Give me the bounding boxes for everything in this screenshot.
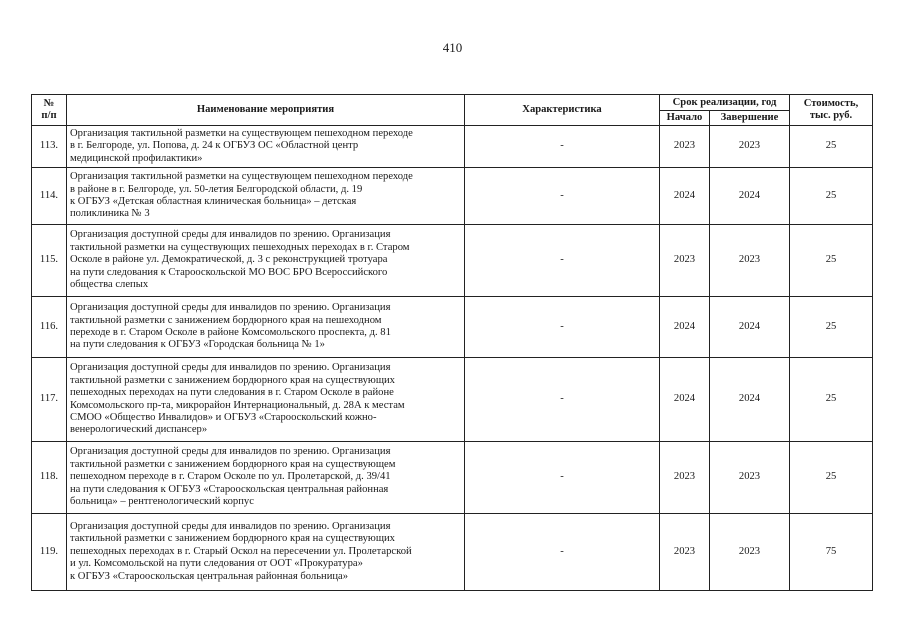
description-line: СМОО «Общество Инвалидов» и ОГБУЗ «Старооскольский кожно-	[70, 411, 377, 423]
header-num	[32, 95, 67, 126]
description-line: к ОГБУЗ «Старооскольская центральная районная больница»	[70, 570, 349, 582]
row-number: 113.	[32, 126, 67, 168]
row-cost: 75	[790, 514, 873, 591]
table-row	[32, 126, 873, 168]
table-row	[32, 168, 873, 225]
table-row	[32, 358, 873, 442]
description-line: медицинской профилактики»	[70, 152, 203, 164]
table-body	[32, 126, 873, 591]
description-line: тактильной разметки с занижением бордюрного края на пешеходном	[70, 314, 382, 326]
description-line: Организация доступной среды для инвалидов по зрению. Организация	[70, 520, 391, 532]
row-start-year: 2024	[660, 358, 710, 442]
table-row	[32, 442, 873, 514]
header-cost	[790, 95, 873, 126]
description-line: пешеходных переходах в г. Старый Оскол на пересечении ул. Пролетарской	[70, 545, 412, 557]
row-end-year: 2023	[710, 442, 790, 514]
description-line: в районе в г. Белгороде, ул. 50-летия Белгородской области, д. 19	[70, 183, 363, 195]
description-line: Организация доступной среды для инвалидов по зрению. Организация	[70, 229, 391, 241]
row-cost: 25	[790, 358, 873, 442]
row-end-year: 2024	[710, 168, 790, 225]
description-line: Организация доступной среды для инвалидов по зрению. Организация	[70, 302, 391, 314]
row-description	[67, 358, 465, 442]
description-line: на пути следования к ОГБУЗ «Городская больница № 1»	[70, 339, 325, 351]
header-period: Срок реализации, год	[660, 95, 790, 111]
description-line: поликлиника № 3	[70, 208, 150, 220]
row-cost: 25	[790, 168, 873, 225]
row-number: 114.	[32, 168, 67, 225]
row-start-year: 2023	[660, 514, 710, 591]
row-description	[67, 168, 465, 225]
row-start-year: 2024	[660, 297, 710, 358]
description-line: пешеходном переходе в г. Старом Осколе по ул. Пролетарской, д. 39/41	[70, 471, 391, 483]
page-number: 410	[442, 40, 463, 55]
description-line: Организация тактильной разметки на существующем пешеходном переходе	[70, 171, 413, 183]
row-end-year: 2024	[710, 297, 790, 358]
description-line: Организация тактильной разметки на существующем пешеходном переходе	[70, 127, 413, 139]
row-cost: 25	[790, 126, 873, 168]
header-start: Начало	[660, 111, 710, 126]
description-line: общества слепых	[70, 279, 149, 291]
description-line: венерологический диспансер»	[70, 424, 208, 436]
row-end-year: 2023	[710, 514, 790, 591]
header-num-line2: п/п	[41, 110, 57, 121]
row-number: 118.	[32, 442, 67, 514]
header-cost-line2: тыс. руб.	[809, 110, 853, 121]
header-num-line1: №	[43, 98, 55, 109]
table-row	[32, 514, 873, 591]
row-end-year: 2024	[710, 358, 790, 442]
row-characteristic: -	[465, 168, 660, 225]
header-name: Наименование мероприятия	[67, 95, 465, 126]
row-characteristic: -	[465, 514, 660, 591]
description-line: на пути следования к ОГБУЗ «Старооскольская центральная районная	[70, 483, 389, 495]
row-cost: 25	[790, 442, 873, 514]
row-description	[67, 514, 465, 591]
row-number: 119.	[32, 514, 67, 591]
row-description	[67, 225, 465, 297]
description-line: на пути следования к Старооскольской МО ВОС БРО Всероссийского	[70, 266, 388, 278]
table-row	[32, 297, 873, 358]
description-line: Организация доступной среды для инвалидов по зрению. Организация	[70, 362, 391, 374]
description-line: пешеходных переходах на пути следования в г. Старом Осколе в районе	[70, 387, 394, 399]
table-row	[32, 225, 873, 297]
header-cost-line1: Стоимость,	[803, 98, 859, 109]
header-characteristic: Характеристика	[465, 95, 660, 126]
row-start-year: 2023	[660, 442, 710, 514]
row-number: 115.	[32, 225, 67, 297]
description-line: к ОГБУЗ «Детская областная клиническая больница» – детская	[70, 196, 357, 207]
measures-table	[31, 94, 873, 591]
row-end-year: 2023	[710, 126, 790, 168]
description-line: и ул. Комсомольской на пути следования от ООТ «Прокуратура»	[70, 558, 363, 570]
description-line: переходе в г. Старом Осколе в районе Комсомольского проспекта, д. 81	[70, 327, 391, 338]
description-line: Комсомольского пр-та, микрорайон Интернациональный, д. 28А к местам	[70, 399, 405, 411]
row-end-year: 2023	[710, 225, 790, 297]
row-description	[67, 442, 465, 514]
row-number: 117.	[32, 358, 67, 442]
description-line: тактильной разметки с занижением бордюрного края на существующих	[70, 374, 395, 386]
header-end: Завершение	[710, 111, 790, 126]
row-characteristic: -	[465, 442, 660, 514]
row-start-year: 2023	[660, 126, 710, 168]
description-line: Организация доступной среды для инвалидов по зрению. Организация	[70, 446, 391, 458]
description-line: тактильной разметки с занижением бордюрного края на существующем	[70, 458, 396, 470]
row-description	[67, 126, 465, 168]
row-characteristic: -	[465, 297, 660, 358]
description-line: в г. Белгороде, ул. Попова, д. 24 к ОГБУЗ ОС «Областной центр	[70, 140, 359, 152]
row-characteristic: -	[465, 358, 660, 442]
row-cost: 25	[790, 297, 873, 358]
row-description	[67, 297, 465, 358]
description-line: больница» – рентгенологический корпус	[70, 496, 254, 508]
description-line: Осколе в районе ул. Демократической, д. 3 с реконструкцией тротуара	[70, 254, 388, 266]
description-line: тактильной разметки с занижением бордюрного края на существующих	[70, 533, 395, 545]
row-start-year: 2023	[660, 225, 710, 297]
row-characteristic: -	[465, 225, 660, 297]
row-start-year: 2024	[660, 168, 710, 225]
row-characteristic: -	[465, 126, 660, 168]
row-cost: 25	[790, 225, 873, 297]
description-line: тактильной разметки на существующих пешеходных переходах в г. Старом	[70, 241, 410, 253]
row-number: 116.	[32, 297, 67, 358]
